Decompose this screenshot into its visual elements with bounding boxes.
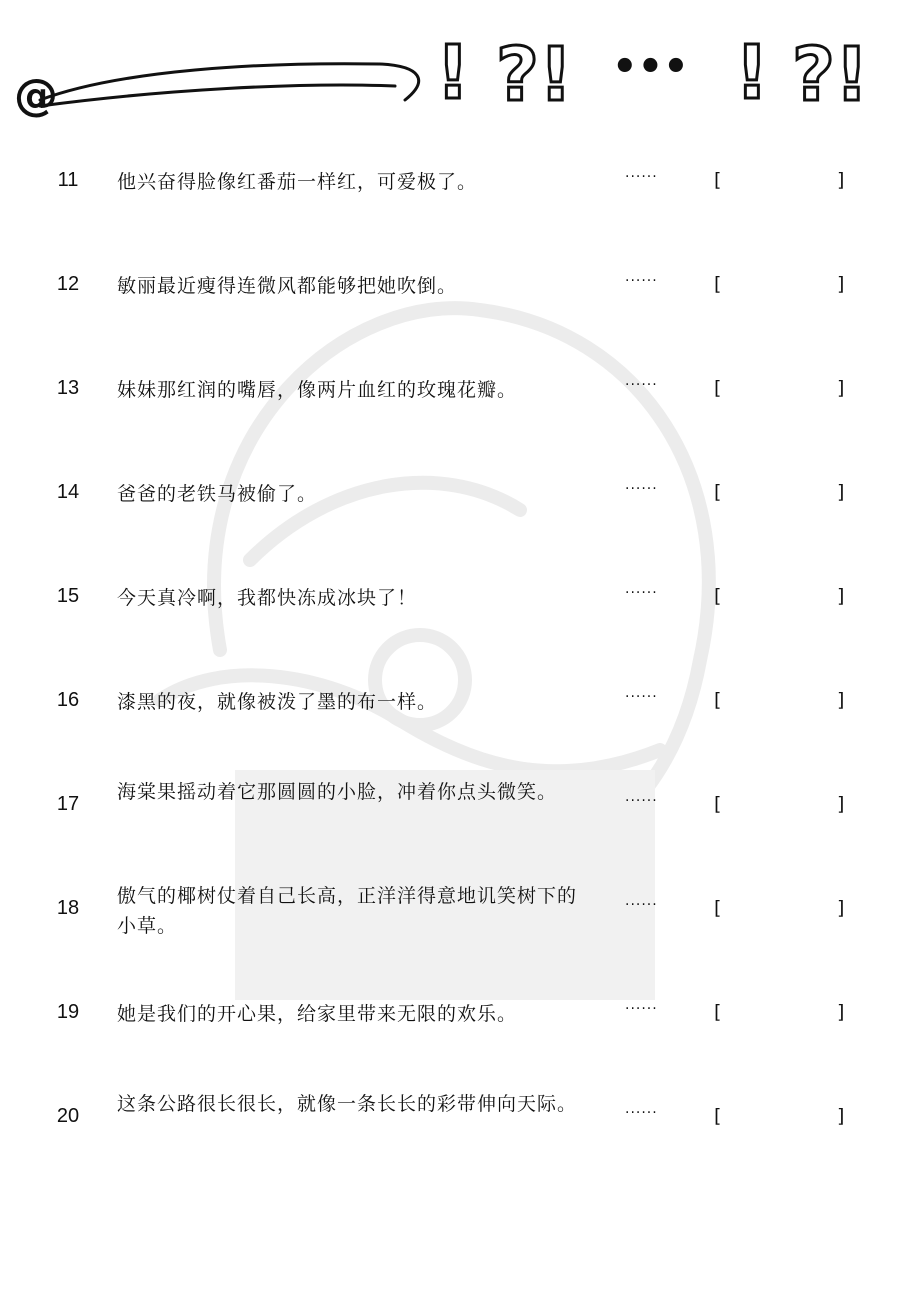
answer-bracket-left: [ xyxy=(714,273,722,295)
exclamation-icon: ! xyxy=(436,30,470,116)
answer-bracket-right: ] xyxy=(837,1001,845,1023)
list-item xyxy=(0,685,900,765)
ellipsis-dots: ······ xyxy=(625,1105,658,1121)
answer-bracket-right: ] xyxy=(837,793,845,815)
item-number: 14 xyxy=(56,481,80,503)
answer-bracket-right: ] xyxy=(837,897,845,919)
item-number: 13 xyxy=(56,377,80,399)
at-symbol-icon: @ xyxy=(14,70,58,121)
list-item xyxy=(0,477,900,557)
answer-bracket-left: [ xyxy=(714,793,722,815)
list-item xyxy=(0,997,900,1077)
list-item xyxy=(0,373,900,453)
item-number: 18 xyxy=(56,897,80,919)
answer-bracket-right: ] xyxy=(837,1105,845,1127)
item-sentence: 敏丽最近瘦得连微风都能够把她吹倒。 xyxy=(117,275,458,297)
interrobang-icon: ?! xyxy=(496,32,573,118)
list-item xyxy=(0,775,900,855)
item-number: 17 xyxy=(56,793,80,815)
item-number: 12 xyxy=(56,273,80,295)
ellipsis-dots-icon: ••• xyxy=(612,44,689,90)
item-sentence: 傲气的椰树仗着自己长高，正洋洋得意地讥笑树下的小草。 xyxy=(117,885,578,937)
item-sentence: 今天真冷啊，我都快冻成冰块了！ xyxy=(117,587,418,609)
ellipsis-dots: ······ xyxy=(625,169,658,185)
list-item xyxy=(0,165,900,245)
item-number: 19 xyxy=(56,1001,80,1023)
item-sentence: 漆黑的夜，就像被泼了墨的布一样。 xyxy=(117,691,438,713)
list-item xyxy=(0,879,900,959)
ellipsis-dots: ······ xyxy=(625,1001,658,1017)
answer-bracket-right: ] xyxy=(837,169,845,191)
interrobang-icon: ?! xyxy=(792,32,869,118)
answer-bracket-left: [ xyxy=(714,481,722,503)
item-sentence: 她是我们的开心果，给家里带来无限的欢乐。 xyxy=(117,1003,518,1025)
ellipsis-dots: ······ xyxy=(625,481,658,497)
item-sentence: 海棠果摇动着它那圆圆的小脸，冲着你点头微笑。 xyxy=(117,781,558,803)
exclamation-icon: ! xyxy=(735,30,769,116)
answer-bracket-left: [ xyxy=(714,897,722,919)
item-sentence: 爸爸的老铁马被偷了。 xyxy=(117,483,318,505)
list-item xyxy=(0,269,900,349)
answer-bracket-right: ] xyxy=(837,377,845,399)
answer-bracket-left: [ xyxy=(714,1001,722,1023)
item-number: 11 xyxy=(57,169,79,191)
item-number: 16 xyxy=(56,689,80,711)
item-sentence: 他兴奋得脸像红番茄一样红，可爱极了。 xyxy=(117,171,478,193)
item-number: 15 xyxy=(56,585,80,607)
header-decoration xyxy=(0,0,900,130)
answer-bracket-left: [ xyxy=(714,689,722,711)
answer-bracket-right: ] xyxy=(837,689,845,711)
item-sentence: 这条公路很长很长，就像一条长长的彩带伸向天际。 xyxy=(117,1093,578,1115)
ellipsis-dots: ······ xyxy=(625,689,658,705)
ellipsis-dots: ······ xyxy=(625,897,658,913)
answer-bracket-right: ] xyxy=(837,273,845,295)
answer-bracket-left: [ xyxy=(714,585,722,607)
answer-bracket-left: [ xyxy=(714,169,722,191)
item-sentence: 妹妹那红润的嘴唇，像两片血红的玫瑰花瓣。 xyxy=(117,379,518,401)
list-item xyxy=(0,581,900,661)
ellipsis-dots: ······ xyxy=(625,793,658,809)
answer-bracket-right: ] xyxy=(837,585,845,607)
answer-bracket-left: [ xyxy=(714,377,722,399)
answer-bracket-left: [ xyxy=(714,1105,722,1127)
ellipsis-dots: ······ xyxy=(625,273,658,289)
item-number: 20 xyxy=(56,1105,80,1127)
swoosh-line-icon xyxy=(40,64,419,106)
ellipsis-dots: ······ xyxy=(625,377,658,393)
answer-bracket-right: ] xyxy=(837,481,845,503)
list-item xyxy=(0,1087,900,1167)
ellipsis-dots: ······ xyxy=(625,585,658,601)
